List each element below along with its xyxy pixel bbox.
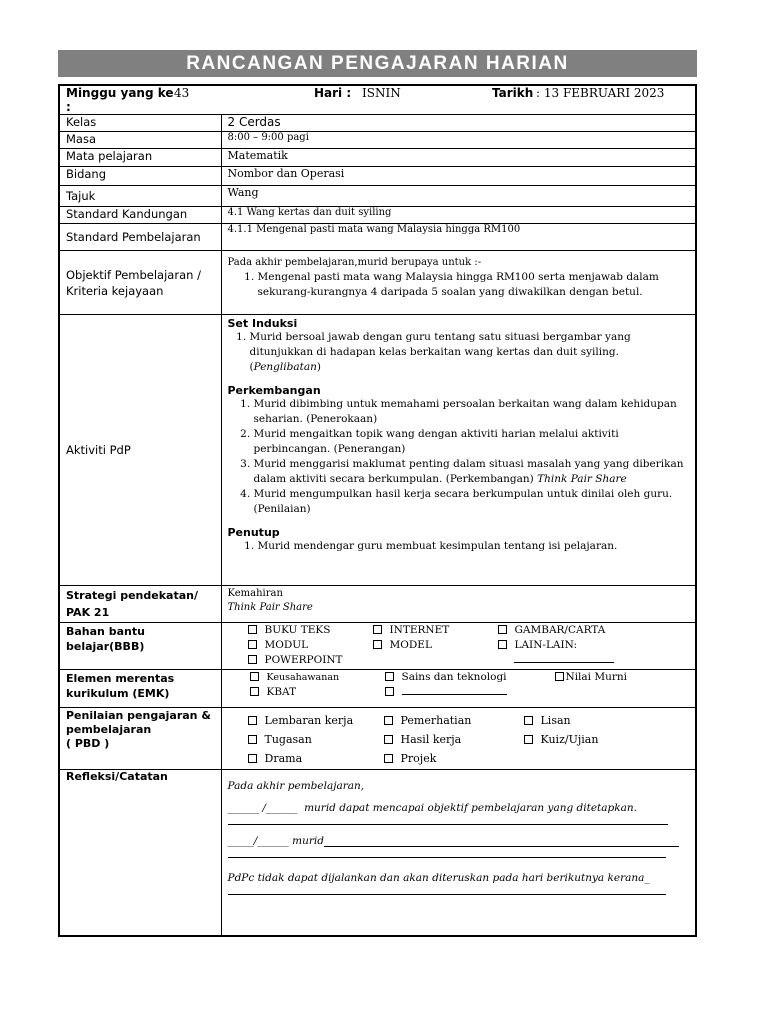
emk-row [59,670,696,708]
bbb-checkbox-lain-lain[interactable]: LAIN-LAIN: [498,638,690,653]
aktiviti-label: Aktiviti PdP [59,315,221,586]
objektif-intro: Pada akhir pembelajaran,murid berupaya untuk :- [227,257,482,268]
pbd-label-3: ( PBD ) [66,737,110,750]
pbd-checkbox-lembaran-kerja[interactable]: Lembaran kerja [248,711,384,730]
bbb-checkbox-buku-teks[interactable]: BUKU TEKS [248,623,373,638]
tarikh-label: Tarikh [492,86,534,100]
penutup-item: 1. Murid mendengar guru membuat kesimpulan tentang isi pelajaran. [258,539,690,554]
objektif-label-1: Objektif Pembelajaran / [66,267,201,282]
standard-kandungan-label: Standard Kandungan [59,207,221,224]
perkembangan-item-1: 1. Murid dibimbing untuk memahami persoalan berkaitan wang dalam kehidupan seharian. (Penerokaan) [254,397,690,427]
emk-checkbox-nilai-murni[interactable]: Nilai Murni [555,670,690,685]
emk-label-2: kurikulum (EMK) [66,687,170,700]
kelas-value: 2 Cerdas [221,115,696,132]
perkembangan-item-3: 3. Murid menggarisi maklumat penting dalam situasi masalah yang yang diberikan dalam aktiviti secara berkumpulan. (Perkembangan) Think Pair Share [254,457,690,487]
emk-checkbox-keusahawanan[interactable]: Keusahawanan [250,670,385,685]
minggu-value: 43 [174,86,190,100]
masa-value: 8:00 – 9:00 pagi [221,132,696,149]
pbd-checkbox-drama[interactable]: Drama [248,749,384,768]
hari-label: Hari : [314,86,352,100]
penutup-heading: Penutup [227,526,280,539]
mata-pelajaran-label: Mata pelajaran [59,149,221,167]
page-title: RANCANGAN PENGAJARAN HARIAN [58,50,697,77]
emk-checkbox-sains-teknologi[interactable]: Sains dan teknologi [385,670,555,685]
objektif-label-2: Kriteria kejayaan [66,283,164,298]
tajuk-label: Tajuk [59,186,221,207]
pbd-checkbox-hasil-kerja[interactable]: Hasil kerja [384,730,524,749]
minggu-label: Minggu yang ke : [66,86,174,114]
aktiviti-row [59,315,696,586]
refleksi-line-reason[interactable]: PdPc tidak dapat dijalankan dan akan diteruskan pada hari berikutnya kerana_ [227,872,650,884]
strategi-row [59,586,696,623]
induksi-item: 1. Murid bersoal jawab dengan guru tentang satu situasi bergambar yang ditunjukkan di hadapan kelas berkaitan wang kertas dan duit syiling. (Penglibatan) [250,330,690,375]
perkembangan-heading: Perkembangan [227,384,321,397]
emk-label-1: Elemen merentas [66,672,175,685]
emk-checkbox-kbat[interactable]: KBAT [250,685,385,700]
bidang-label: Bidang [59,167,221,186]
objektif-item: 1. Mengenal pasti mata wang Malaysia hingga RM100 serta menjawab dalam sekurang-kurangnya 4 daripada 5 soalan yang diwakilkan dengan betul. [258,270,690,300]
set-induksi-heading: Set Induksi [227,317,298,330]
mata-pelajaran-value: Matematik [221,149,696,167]
standard-pembelajaran-label: Standard Pembelajaran [59,224,221,251]
kelas-label: Kelas [59,115,221,132]
bbb-label-2: belajar(BBB) [66,640,145,653]
pbd-checkbox-projek[interactable]: Projek [384,749,524,768]
bbb-checkbox-internet[interactable]: INTERNET [373,623,498,638]
pbd-checkbox-kuiz-ujian[interactable]: Kuiz/Ujian [524,730,690,749]
perkembangan-item-2: 2. Murid mengaitkan topik wang dengan aktiviti harian melalui aktiviti perbincangan. (Penerangan) [254,427,690,457]
bbb-checkbox-gambar-carta[interactable]: GAMBAR/CARTA [498,623,690,638]
lain-lain-blank[interactable] [514,653,614,663]
emk-checkbox-other[interactable] [385,685,555,700]
bbb-checkbox-model[interactable]: MODEL [373,638,498,653]
bbb-checkbox-modul[interactable]: MODUL [248,638,373,653]
bbb-row [59,623,696,670]
standard-pembelajaran-value: 4.1.1 Mengenal pasti mata wang Malaysia hingga RM100 [221,224,696,251]
masa-label: Masa [59,132,221,149]
refleksi-intro: Pada akhir pembelajaran, [227,780,365,792]
strategi-value-1: Kemahiran [227,588,283,599]
strategi-value-2: Think Pair Share [227,602,313,613]
header-row [59,85,696,115]
standard-kandungan-value: 4.1 Wang kertas dan duit syiling [221,207,696,224]
pbd-row [59,708,696,770]
refleksi-label: Refleksi/Catatan [59,770,221,936]
strategi-label-2: PAK 21 [66,606,110,619]
lesson-plan-table [58,84,697,937]
strategi-label-1: Strategi pendekatan/ [66,589,198,602]
refleksi-line-murid[interactable]: _____/______ murid [228,835,690,853]
bidang-value: Nombor dan Operasi [221,167,696,186]
pbd-checkbox-lisan[interactable]: Lisan [524,711,690,730]
perkembangan-item-4: 4. Murid mengumpulkan hasil kerja secara berkumpulan untuk dinilai oleh guru. (Penilaian) [254,487,690,517]
objektif-row [59,251,696,315]
bbb-label-1: Bahan bantu [66,625,145,638]
bbb-checkbox-powerpoint[interactable]: POWERPOINT [248,653,373,668]
pbd-label-2: pembelajaran [66,723,152,736]
pbd-label-1: Penilaian pengajaran & [66,709,211,722]
tajuk-value: Wang [221,186,696,207]
hari-value: ISNIN [362,86,401,100]
refleksi-line-achieved[interactable]: ______ /______ murid dapat mencapai objektif pembelajaran yang ditetapkan. [227,802,637,814]
refleksi-row [59,770,696,936]
pbd-checkbox-pemerhatian[interactable]: Pemerhatian [384,711,524,730]
tarikh-value: : 13 FEBRUARI 2023 [536,86,665,100]
pbd-checkbox-tugasan[interactable]: Tugasan [248,730,384,749]
